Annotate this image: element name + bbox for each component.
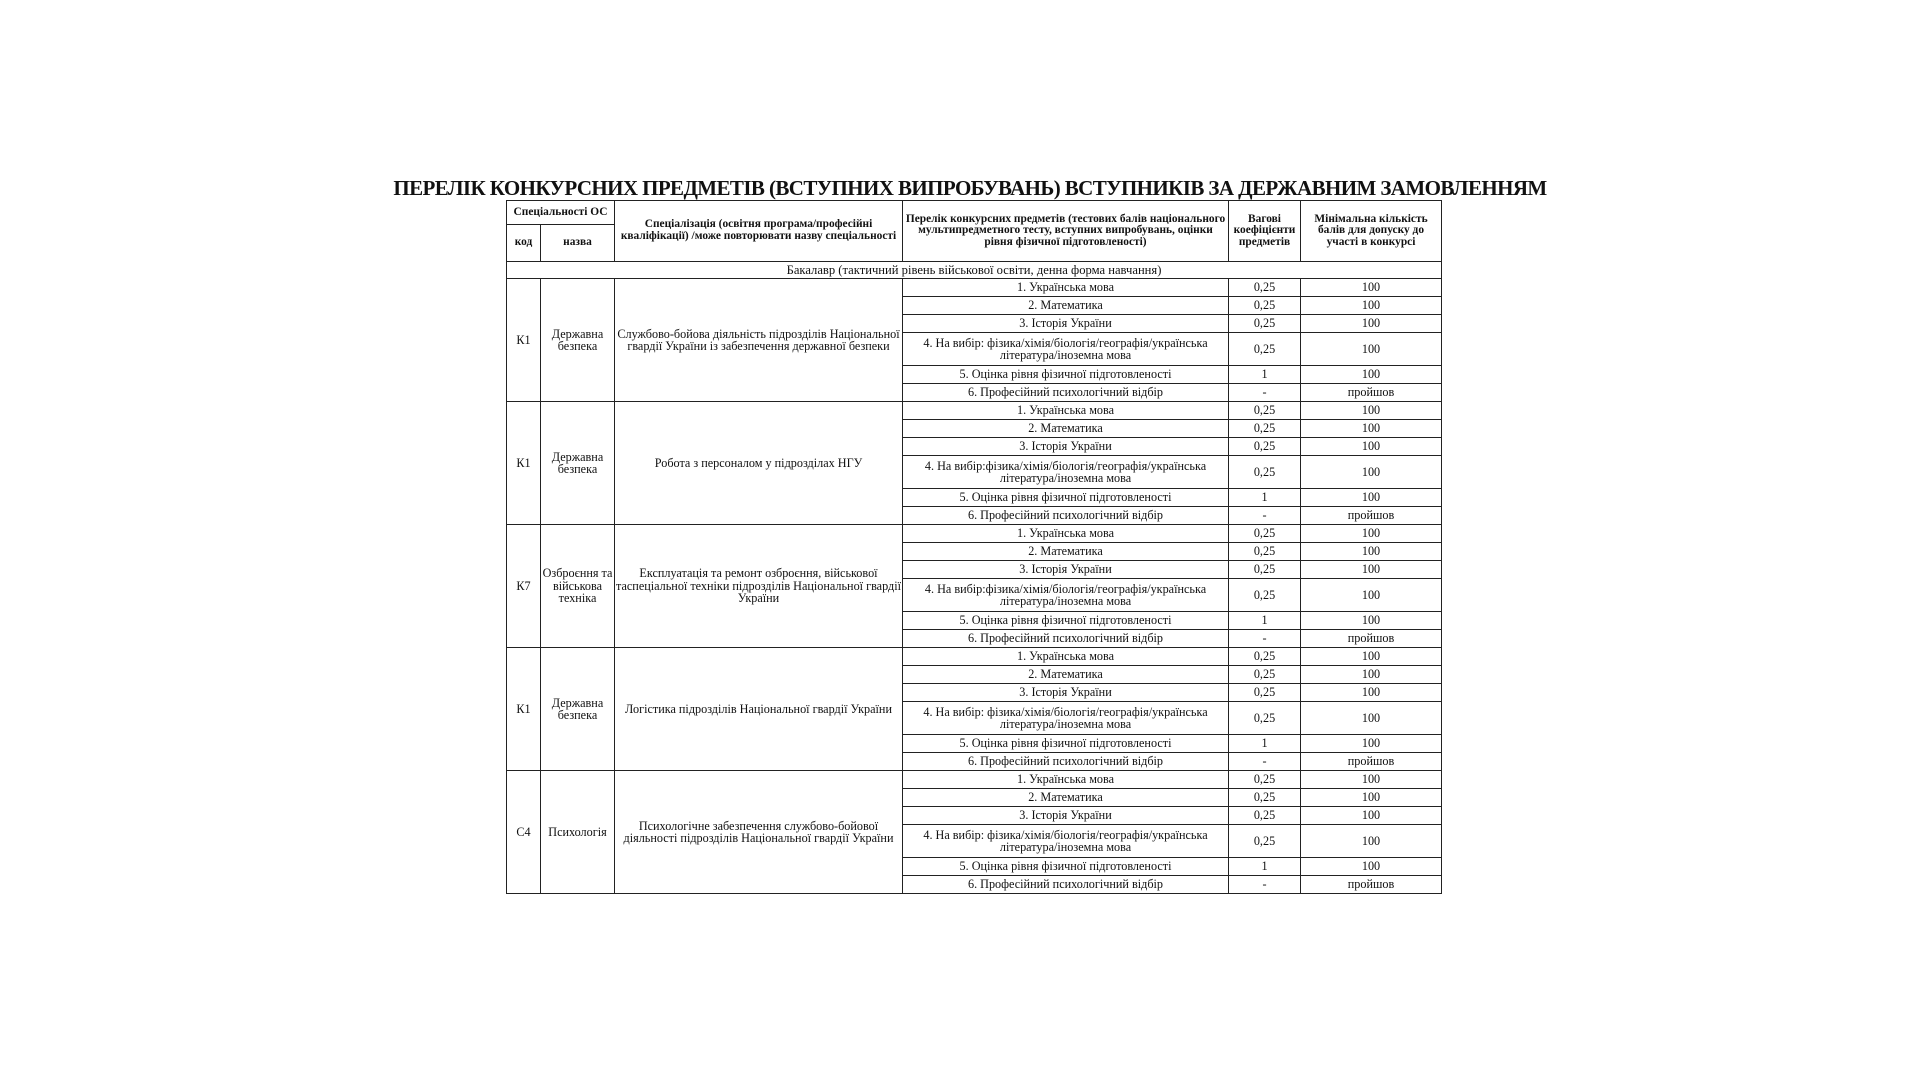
subject-name: 6. Професійний психологічний відбір (903, 507, 1229, 525)
specialty-name: Державна безпека (541, 279, 615, 402)
subject-name: 5. Оцінка рівня фізичної підготовленості (903, 366, 1229, 384)
subject-min-score: 100 (1301, 735, 1442, 753)
subject-name: 2. Математика (903, 789, 1229, 807)
subject-name: 2. Математика (903, 297, 1229, 315)
subject-min-score: 100 (1301, 825, 1442, 858)
subject-weight: 0,25 (1229, 543, 1301, 561)
specialty-name: Психологія (541, 771, 615, 894)
subject-min-score: 100 (1301, 543, 1442, 561)
subject-name: 4. На вибір: фізика/хімія/біологія/географія/українська література/іноземна мова (903, 702, 1229, 735)
subject-name: 5. Оцінка рівня фізичної підготовленості (903, 612, 1229, 630)
subject-weight: - (1229, 876, 1301, 894)
subject-name: 2. Математика (903, 420, 1229, 438)
subject-weight: 0,25 (1229, 702, 1301, 735)
subject-weight: 0,25 (1229, 420, 1301, 438)
subject-name: 2. Математика (903, 543, 1229, 561)
subject-weight: 0,25 (1229, 579, 1301, 612)
subject-min-score: 100 (1301, 366, 1442, 384)
subject-min-score: 100 (1301, 456, 1442, 489)
subject-weight: 0,25 (1229, 684, 1301, 702)
specialty-code: К1 (507, 402, 541, 525)
subject-min-score: 100 (1301, 702, 1442, 735)
subject-min-score: 100 (1301, 420, 1442, 438)
subject-weight: - (1229, 507, 1301, 525)
subject-min-score: 100 (1301, 402, 1442, 420)
subject-name: 3. Історія України (903, 684, 1229, 702)
subject-name: 5. Оцінка рівня фізичної підготовленості (903, 858, 1229, 876)
subject-name: 6. Професійний психологічний відбір (903, 753, 1229, 771)
specialization: Експлуатація та ремонт озброєння, військової таспеціальної техніки підрозділів Національної гвардії України (615, 525, 903, 648)
subject-weight: 1 (1229, 858, 1301, 876)
subject-min-score: 100 (1301, 315, 1442, 333)
subject-min-score: 100 (1301, 612, 1442, 630)
subject-min-score: 100 (1301, 438, 1442, 456)
subject-name: 6. Професійний психологічний відбір (903, 384, 1229, 402)
subject-min-score: 100 (1301, 858, 1442, 876)
subject-weight: - (1229, 630, 1301, 648)
subject-name: 5. Оцінка рівня фізичної підготовленості (903, 489, 1229, 507)
subject-weight: 1 (1229, 735, 1301, 753)
subject-weight: 0,25 (1229, 297, 1301, 315)
subject-name: 4. На вибір:фізика/хімія/біологія/географія/українська література/іноземна мова (903, 456, 1229, 489)
subject-min-score: 100 (1301, 771, 1442, 789)
subject-name: 3. Історія України (903, 315, 1229, 333)
subject-name: 1. Українська мова (903, 279, 1229, 297)
specialty-name: Державна безпека (541, 648, 615, 771)
specialty-code: К1 (507, 279, 541, 402)
specialty-code: К7 (507, 525, 541, 648)
subject-weight: 0,25 (1229, 333, 1301, 366)
specialization: Службово-бойова діяльність підрозділів Національної гвардії України із забезпечення державної безпеки (615, 279, 903, 402)
table-row (507, 402, 1442, 420)
subject-name: 3. Історія України (903, 561, 1229, 579)
subject-min-score: 100 (1301, 684, 1442, 702)
subject-name: 2. Математика (903, 666, 1229, 684)
subject-weight: 0,25 (1229, 771, 1301, 789)
subject-weight: 0,25 (1229, 456, 1301, 489)
subject-name: 3. Історія України (903, 807, 1229, 825)
subject-name: 4. На вибір: фізика/хімія/біологія/географія/українська література/іноземна мова (903, 825, 1229, 858)
subject-name: 6. Професійний психологічний відбір (903, 630, 1229, 648)
subject-min-score: 100 (1301, 525, 1442, 543)
specialty-code: К1 (507, 648, 541, 771)
subject-weight: 1 (1229, 366, 1301, 384)
specialization: Психологічне забезпечення службово-бойової діяльності підрозділів Національної гвардії України (615, 771, 903, 894)
subjects-table (506, 200, 1442, 894)
header-min-score: Мінімальна кількість балів для допуску до участі в конкурсі (1301, 201, 1442, 262)
subject-weight: 0,25 (1229, 525, 1301, 543)
subject-min-score: пройшов (1301, 630, 1442, 648)
specialization: Робота з персоналом у підрозділах НГУ (615, 402, 903, 525)
subject-min-score: 100 (1301, 279, 1442, 297)
table-row (507, 771, 1442, 789)
specialty-code: С4 (507, 771, 541, 894)
subject-min-score: 100 (1301, 333, 1442, 366)
header-name: назва (541, 225, 615, 262)
subject-weight: - (1229, 384, 1301, 402)
subject-min-score: 100 (1301, 297, 1442, 315)
subject-weight: 0,25 (1229, 825, 1301, 858)
subject-min-score: 100 (1301, 561, 1442, 579)
header-code: код (507, 225, 541, 262)
subject-weight: 0,25 (1229, 402, 1301, 420)
education-level-row: Бакалавр (тактичний рівень військової освіти, денна форма навчання) (507, 262, 1442, 279)
subject-name: 3. Історія України (903, 438, 1229, 456)
subject-min-score: пройшов (1301, 753, 1442, 771)
header-specialization: Спеціалізація (освітня програма/професійні кваліфікації) /може повторювати назву спеціальності (615, 201, 903, 262)
subject-weight: 0,25 (1229, 315, 1301, 333)
subject-min-score: 100 (1301, 807, 1442, 825)
subject-weight: 0,25 (1229, 648, 1301, 666)
subject-weight: 1 (1229, 612, 1301, 630)
subject-weight: 0,25 (1229, 561, 1301, 579)
subject-weight: 0,25 (1229, 807, 1301, 825)
subject-min-score: пройшов (1301, 876, 1442, 894)
subject-name: 1. Українська мова (903, 648, 1229, 666)
subject-name: 6. Професійний психологічний відбір (903, 876, 1229, 894)
table-row (507, 525, 1442, 543)
subject-weight: 0,25 (1229, 438, 1301, 456)
subject-name: 4. На вибір:фізика/хімія/біологія/географія/українська література/іноземна мова (903, 579, 1229, 612)
subject-min-score: 100 (1301, 666, 1442, 684)
subject-name: 5. Оцінка рівня фізичної підготовленості (903, 735, 1229, 753)
table-row (507, 648, 1442, 666)
subject-weight: 0,25 (1229, 279, 1301, 297)
subject-min-score: 100 (1301, 789, 1442, 807)
subject-name: 1. Українська мова (903, 771, 1229, 789)
specialty-name: Озброєння та військова техніка (541, 525, 615, 648)
subject-weight: - (1229, 753, 1301, 771)
specialization: Логістика підрозділів Національної гвардії України (615, 648, 903, 771)
specialty-name: Державна безпека (541, 402, 615, 525)
subject-min-score: пройшов (1301, 384, 1442, 402)
subject-min-score: 100 (1301, 579, 1442, 612)
subject-name: 1. Українська мова (903, 525, 1229, 543)
subject-min-score: 100 (1301, 648, 1442, 666)
subject-weight: 0,25 (1229, 789, 1301, 807)
subject-weight: 0,25 (1229, 666, 1301, 684)
table-body (507, 262, 1442, 894)
header-subjects: Перелік конкурсних предметів (тестових балів національного мультипредметного тесту, вступних випробувань, оцінки рівня фізичної підготовленості) (903, 201, 1229, 262)
table-row (507, 279, 1442, 297)
page-title: ПЕРЕЛІК КОНКУРСНИХ ПРЕДМЕТІВ (ВСТУПНИХ ВИПРОБУВАНЬ) ВСТУПНИКІВ ЗА ДЕРЖАВНИМ ЗАМОВЛЕННЯМ (393, 176, 1547, 200)
header-weights: Вагові коефіцієнти предметів (1229, 201, 1301, 262)
subject-min-score: пройшов (1301, 507, 1442, 525)
subject-name: 1. Українська мова (903, 402, 1229, 420)
header-specialty-group: Спеціальності ОС (507, 201, 615, 225)
subject-name: 4. На вибір: фізика/хімія/біологія/географія/українська література/іноземна мова (903, 333, 1229, 366)
subject-weight: 1 (1229, 489, 1301, 507)
subject-min-score: 100 (1301, 489, 1442, 507)
